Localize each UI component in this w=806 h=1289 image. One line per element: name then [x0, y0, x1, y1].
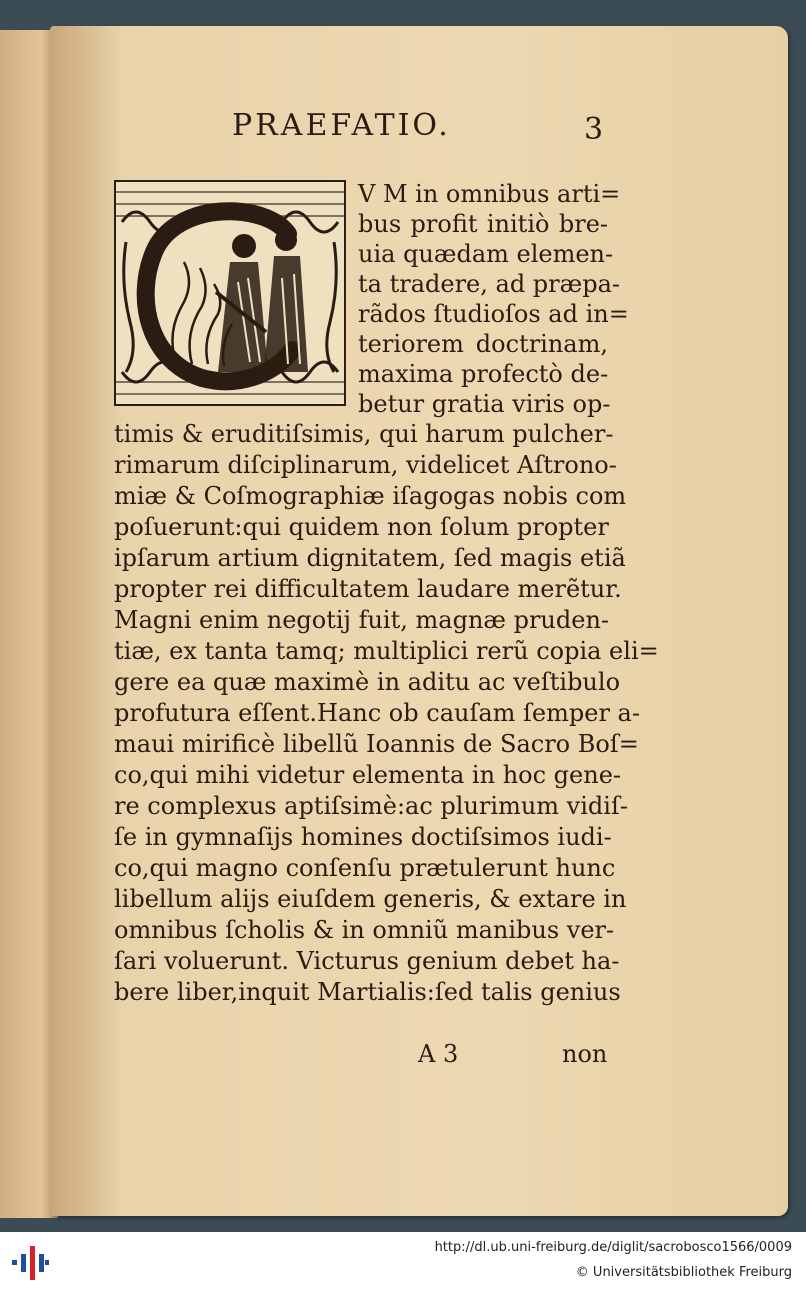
text-line: rimarum diſciplinarum, videlicet Aſtrono- [114, 451, 617, 479]
signature-mark: A 3 [418, 1040, 459, 1068]
viewer-footer [0, 1232, 806, 1289]
text-line: bus profit initiò bre- [358, 210, 608, 238]
woodcut-initial-image [116, 182, 344, 404]
text-line: ipſarum artium dignitatem, ſed magis etiã [114, 544, 626, 572]
library-logo-icon [10, 1242, 50, 1282]
text-line: ſari voluerunt. Victurus genium debet ha- [114, 947, 620, 975]
text-line: uia quædam elemen- [358, 240, 614, 268]
text-line: Magni enim negotij fuit, magnæ pruden- [114, 606, 610, 634]
text-line: maxima profectò de- [358, 360, 609, 388]
text-line: teriorem doctrinam, [358, 330, 608, 358]
text-line: betur gratia viris op- [358, 390, 611, 418]
text-line: co,qui magno conſenſu prætulerunt hunc [114, 854, 616, 882]
page-number: 3 [584, 112, 604, 147]
text-line: miæ & Coſmographiæ iſagogas nobis com [114, 482, 627, 510]
text-line: rãdos ſtudioſos ad in= [358, 300, 629, 328]
catchword: non [562, 1040, 608, 1068]
text-line: V M in omnibus arti= [358, 180, 621, 208]
text-line: ſe in gymnaſijs homines doctiſsimos iudi- [114, 823, 612, 851]
text-line: co,qui mihi videtur elementa in hoc gene- [114, 761, 621, 789]
text-line: libellum alijs eiuſdem generis, & extare in [114, 885, 627, 913]
text-line: re complexus aptiſsimè:ac plurimum vidiſ- [114, 792, 628, 820]
text-line: omnibus ſcholis & in omniũ manibus ver- [114, 916, 615, 944]
text-line: maui mirificè libellũ Ioannis de Sacro Boſ= [114, 730, 639, 758]
woodcut-initial [114, 180, 346, 406]
text-line: tiæ, ex tanta tamq; multiplici rerũ copia eli= [114, 637, 659, 665]
permalink-url[interactable]: http://dl.ub.uni-freiburg.de/diglit/sacrobosco1566/0009 [434, 1240, 792, 1255]
text-line: gere ea quæ maximè in aditu ac veſtibulo [114, 668, 621, 696]
text-line: poſuerunt:qui quidem non ſolum propter [114, 513, 609, 541]
running-header: PRAEFATIO. [232, 108, 451, 143]
text-line: profutura eſſent.Hanc ob cauſam ſemper a- [114, 699, 640, 727]
copyright-notice: © Universitätsbibliothek Freiburg [575, 1265, 792, 1280]
text-line: propter rei difficultatem laudare merẽtur. [114, 575, 622, 603]
text-line: bere liber,inquit Martialis:ſed talis genius [114, 978, 621, 1006]
text-line: ta tradere, ad præpa- [358, 270, 620, 298]
text-line: timis & eruditiſsimis, qui harum pulcher- [114, 420, 614, 448]
